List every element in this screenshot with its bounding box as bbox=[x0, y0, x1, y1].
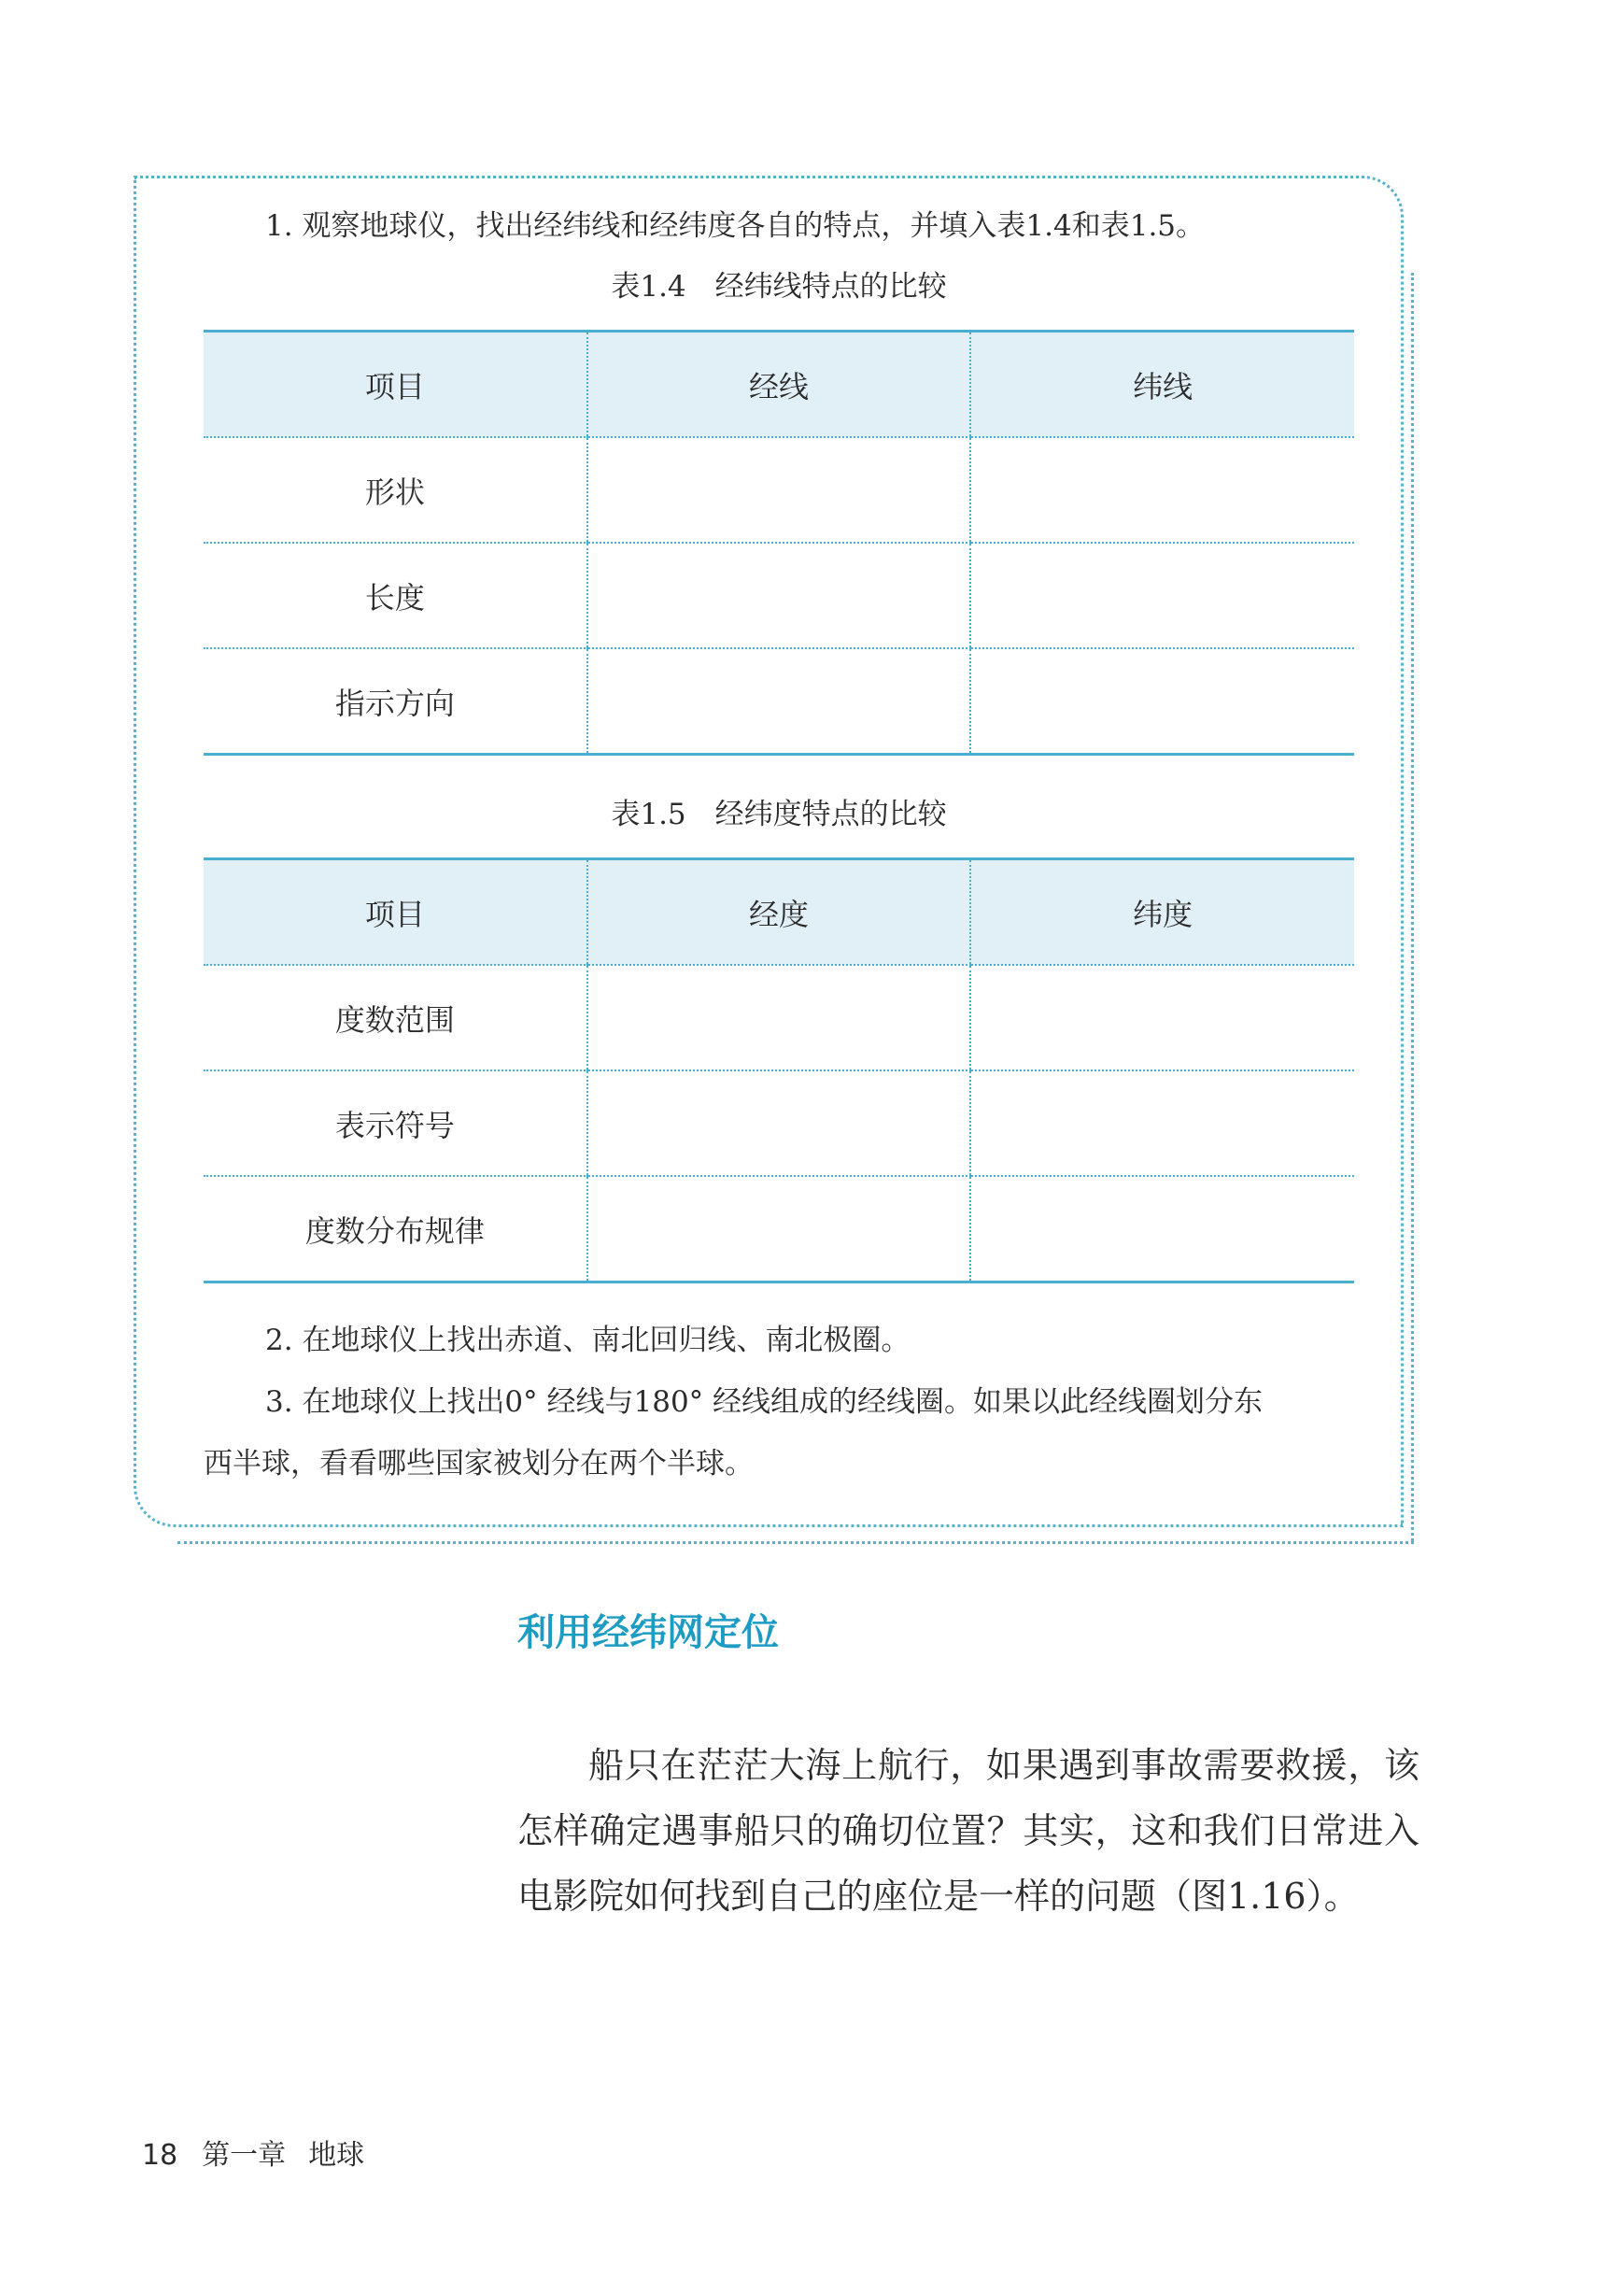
answer-cell[interactable] bbox=[587, 1070, 971, 1176]
table-1-4-caption: 表1.4 经纬线特点的比较 bbox=[611, 270, 947, 304]
table-1-5 bbox=[204, 857, 1354, 1283]
table-row bbox=[204, 1176, 1354, 1282]
body-paragraph: 船只在茫茫大海上航行，如果遇到事故需要救援，该怎样确定遇事船只的确切位置？其实，这和我们日常进入电影院如何找到自己的座位是一样的问题（图1.16）。 bbox=[517, 1745, 1419, 1917]
answer-cell[interactable] bbox=[587, 437, 971, 543]
table-header-cell: 项目 bbox=[204, 332, 587, 438]
activity-box-shadow-right bbox=[1411, 273, 1414, 1541]
table-1-5-caption: 表1.5 经纬度特点的比较 bbox=[611, 798, 947, 831]
table-header-row bbox=[204, 332, 1354, 438]
table-header-cell: 经度 bbox=[587, 859, 971, 966]
page-number: 18 bbox=[142, 2139, 178, 2172]
answer-cell[interactable] bbox=[587, 543, 971, 648]
question-2: 2. 在地球仪上找出赤道、南北回归线、南北极圈。 bbox=[265, 1324, 911, 1357]
answer-cell[interactable] bbox=[587, 648, 971, 755]
answer-cell[interactable] bbox=[970, 965, 1354, 1070]
table-header-cell: 经线 bbox=[587, 332, 971, 438]
table-header-cell: 项目 bbox=[204, 859, 587, 966]
answer-cell[interactable] bbox=[970, 543, 1354, 648]
row-label: 长度 bbox=[204, 543, 587, 648]
answer-cell[interactable] bbox=[970, 1070, 1354, 1176]
table-header-cell: 纬度 bbox=[970, 859, 1354, 966]
answer-cell[interactable] bbox=[970, 1176, 1354, 1282]
table-row bbox=[204, 1070, 1354, 1176]
table-row bbox=[204, 543, 1354, 648]
page-footer bbox=[142, 2137, 364, 2175]
row-label: 表示符号 bbox=[204, 1070, 587, 1176]
question-3-line-2: 西半球，看看哪些国家被划分在两个半球。 bbox=[204, 1447, 754, 1480]
question-3-line-1: 3. 在地球仪上找出0° 经线与180° 经线组成的经线圈。如果以此经线圈划分东 bbox=[265, 1385, 1264, 1419]
table-row bbox=[204, 965, 1354, 1070]
activity-box-shadow-bottom bbox=[177, 1541, 1414, 1544]
table-row bbox=[204, 437, 1354, 543]
chapter-title: 地球 bbox=[308, 2139, 365, 2172]
table-1-4 bbox=[204, 330, 1354, 756]
row-label: 度数分布规律 bbox=[204, 1176, 587, 1282]
table-header-cell: 纬线 bbox=[970, 332, 1354, 438]
table-row bbox=[204, 648, 1354, 755]
row-label: 形状 bbox=[204, 437, 587, 543]
row-label: 度数范围 bbox=[204, 965, 587, 1070]
answer-cell[interactable] bbox=[970, 648, 1354, 755]
row-label: 指示方向 bbox=[204, 648, 587, 755]
answer-cell[interactable] bbox=[970, 437, 1354, 543]
answer-cell[interactable] bbox=[587, 965, 971, 1070]
question-1: 1. 观察地球仪，找出经纬线和经纬度各自的特点，并填入表1.4和表1.5。 bbox=[265, 209, 1206, 243]
chapter-label: 第一章 bbox=[202, 2139, 287, 2172]
answer-cell[interactable] bbox=[587, 1176, 971, 1282]
section-heading: 利用经纬网定位 bbox=[517, 1611, 779, 1654]
table-header-row bbox=[204, 859, 1354, 966]
